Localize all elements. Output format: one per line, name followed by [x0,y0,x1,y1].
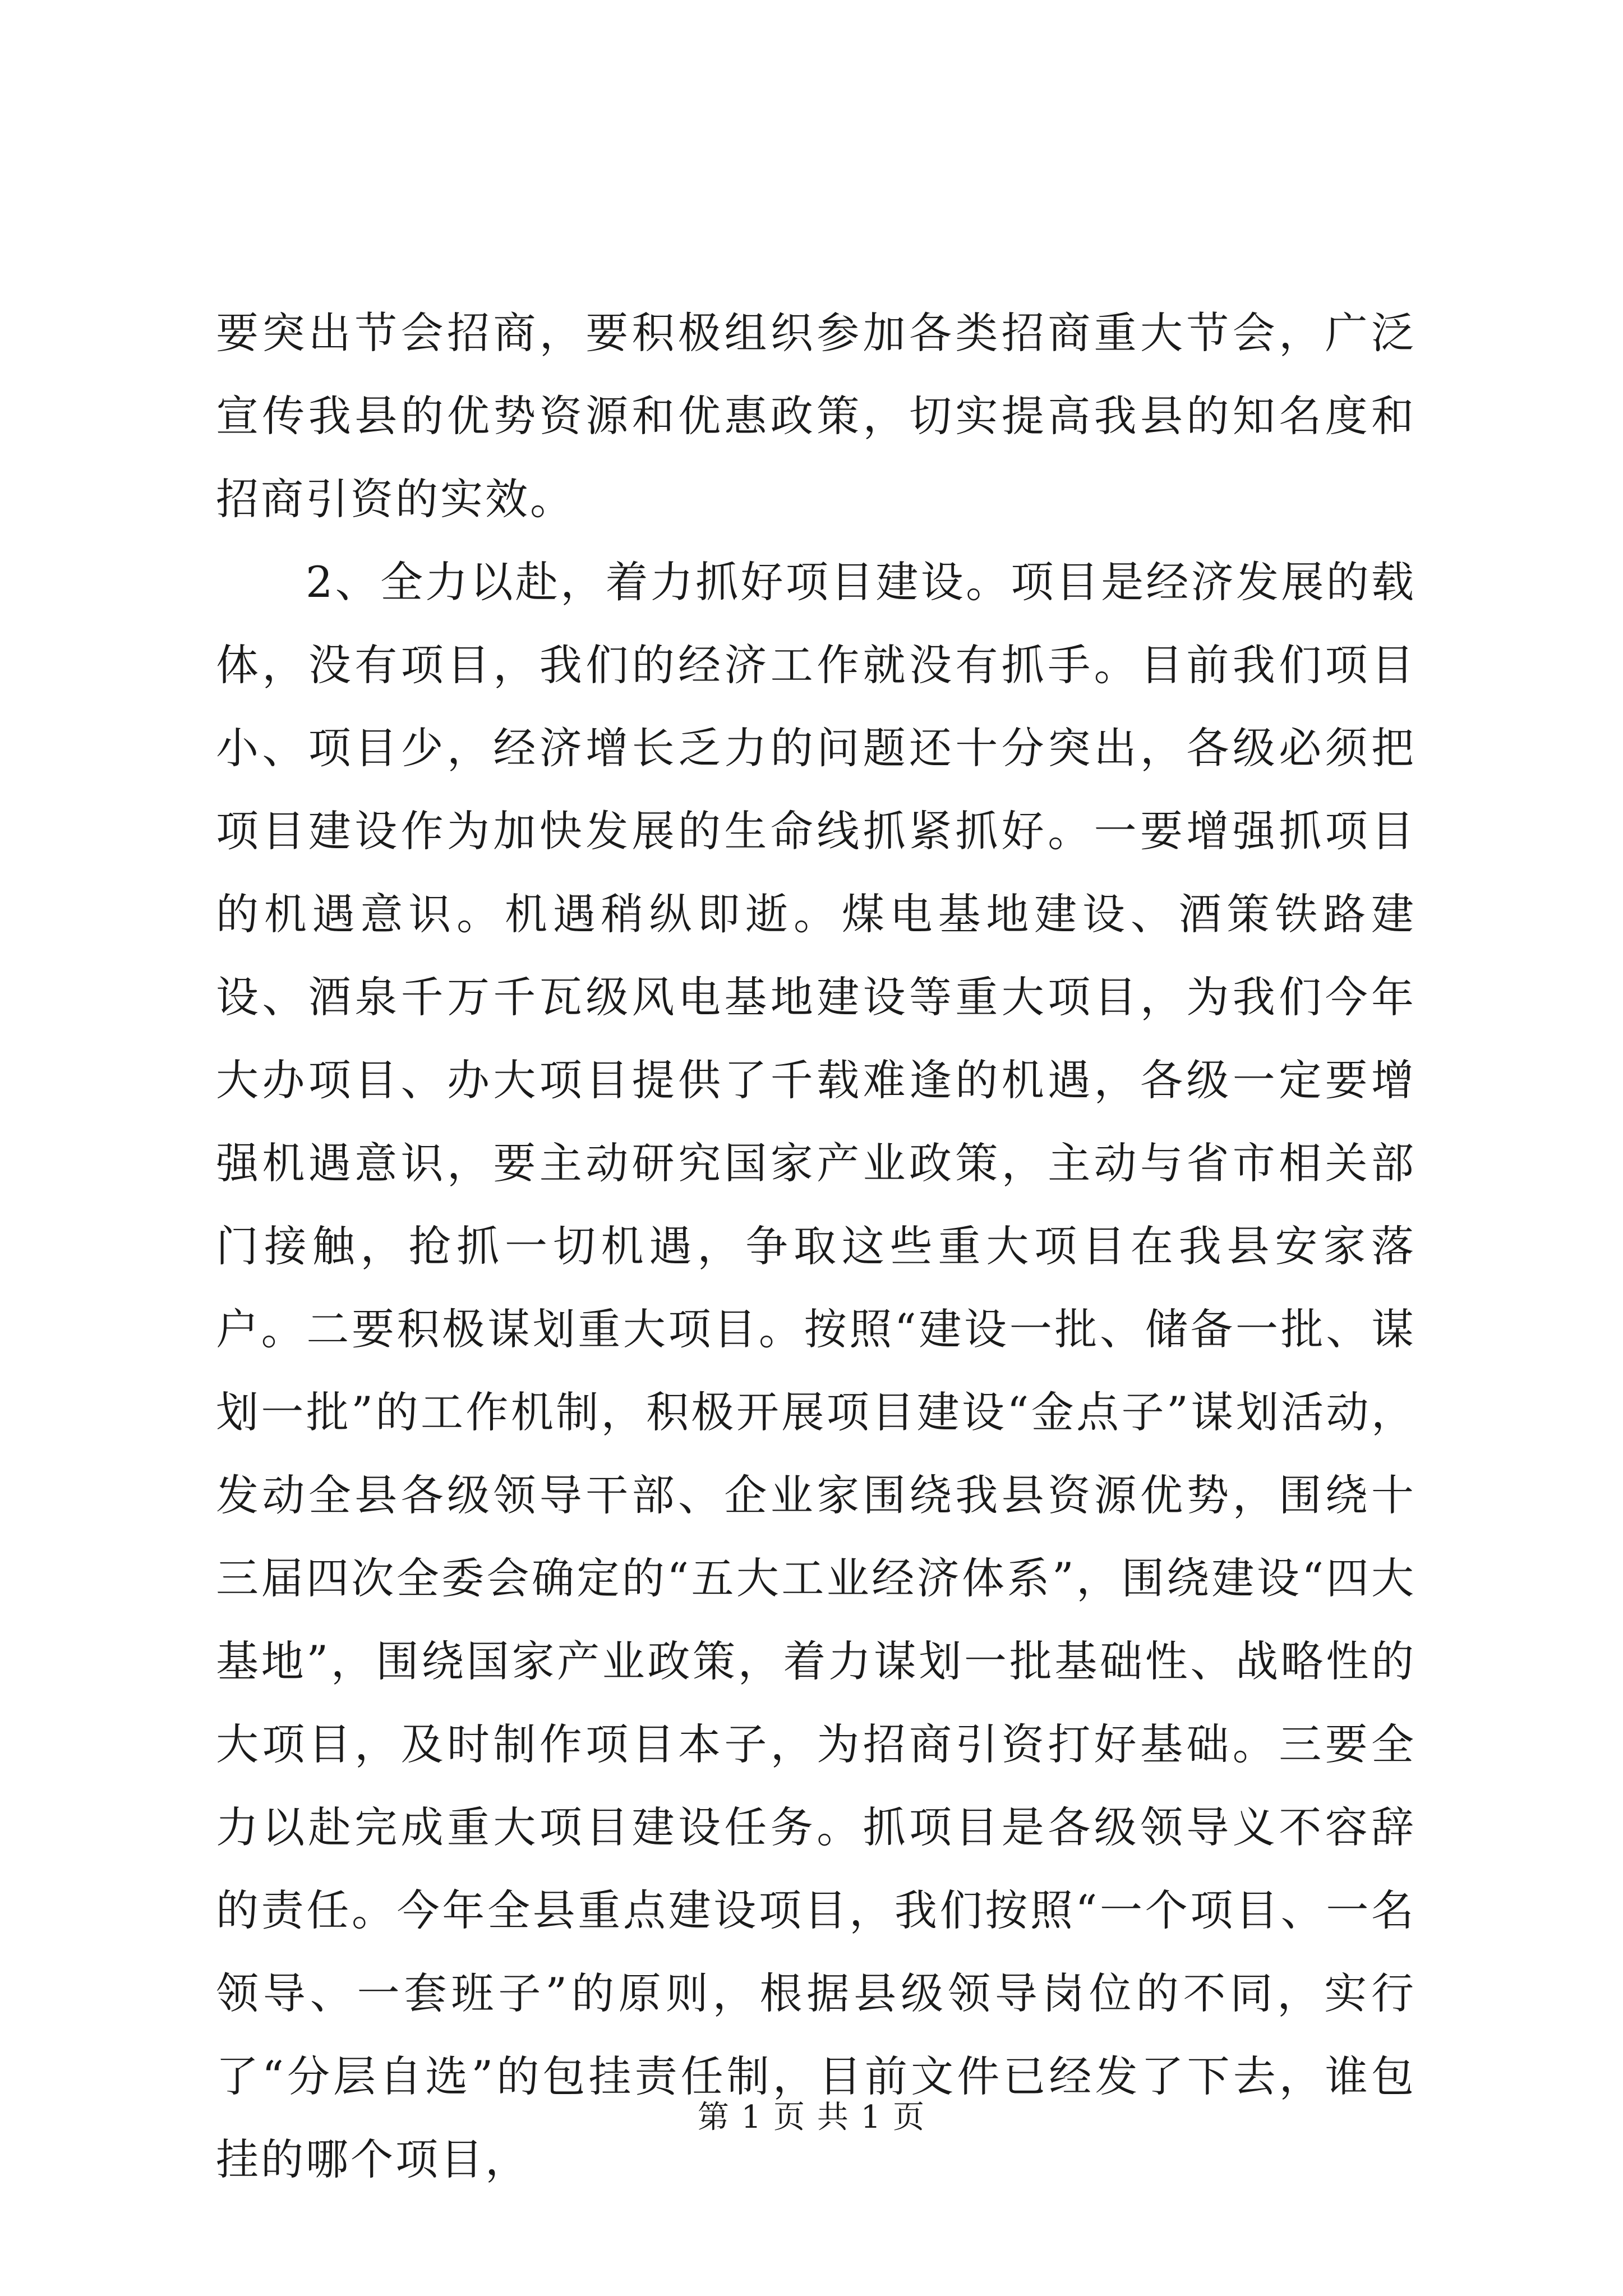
paragraph-continuation: 要突出节会招商，要积极组织参加各类招商重大节会，广泛宣传我县的优势资源和优惠政策，切实提高我县的知名度和招商引资的实效。 [216,308,1416,524]
paragraph-project-construction: 2、全力以赴，着力抓好项目建设。项目是经济发展的载体，没有项目，我们的经济工作就没有抓手。目前我们项目小、项目少，经济增长乏力的问题还十分突出，各级必须把项目建设作为加快发展的生命线抓紧抓好。一要增强抓项目的机遇意识。机遇稍纵即逝。煤电基地建设、酒策铁路建设、酒泉千万千瓦级风电基地建设等重大项目，为我们今年大办项目、办大项目提供了千载难逢的机遇，各级一定要增强机遇意识，要主动研究国家产业政策，主动与省市相关部门接触，抢抓一切机遇，争取这些重大项目在我县安家落户。二要积极谋划重大项目。按照“建设一批、储备一批、谋划一批”的工作机制，积极开展项目建设“金点子”谋划活动，发动全县各级领导干部、企业家围绕我县资源优势，围绕十三届四次全委会确定的“五大工业经济体系”，围绕建设“四大基地”，围绕国家产业政策，着力谋划一批基础性、战略性的大项目，及时制作项目本子，为招商引资打好基础。三要全力以赴完成重大项目建设任务。抓项目是各级领导义不容辞的责任。今年全县重点建设项目，我们按照“一个项目、一名领导、一套班子”的原则，根据县级领导岗位的不同，实行了“分层自选”的包挂责任制，目前文件已经发了下去，谁包挂的哪个项目， [216,557,1416,2184]
page-footer: 第 1 页 共 1 页 [697,2099,926,2136]
document-body [216,292,1416,2201]
